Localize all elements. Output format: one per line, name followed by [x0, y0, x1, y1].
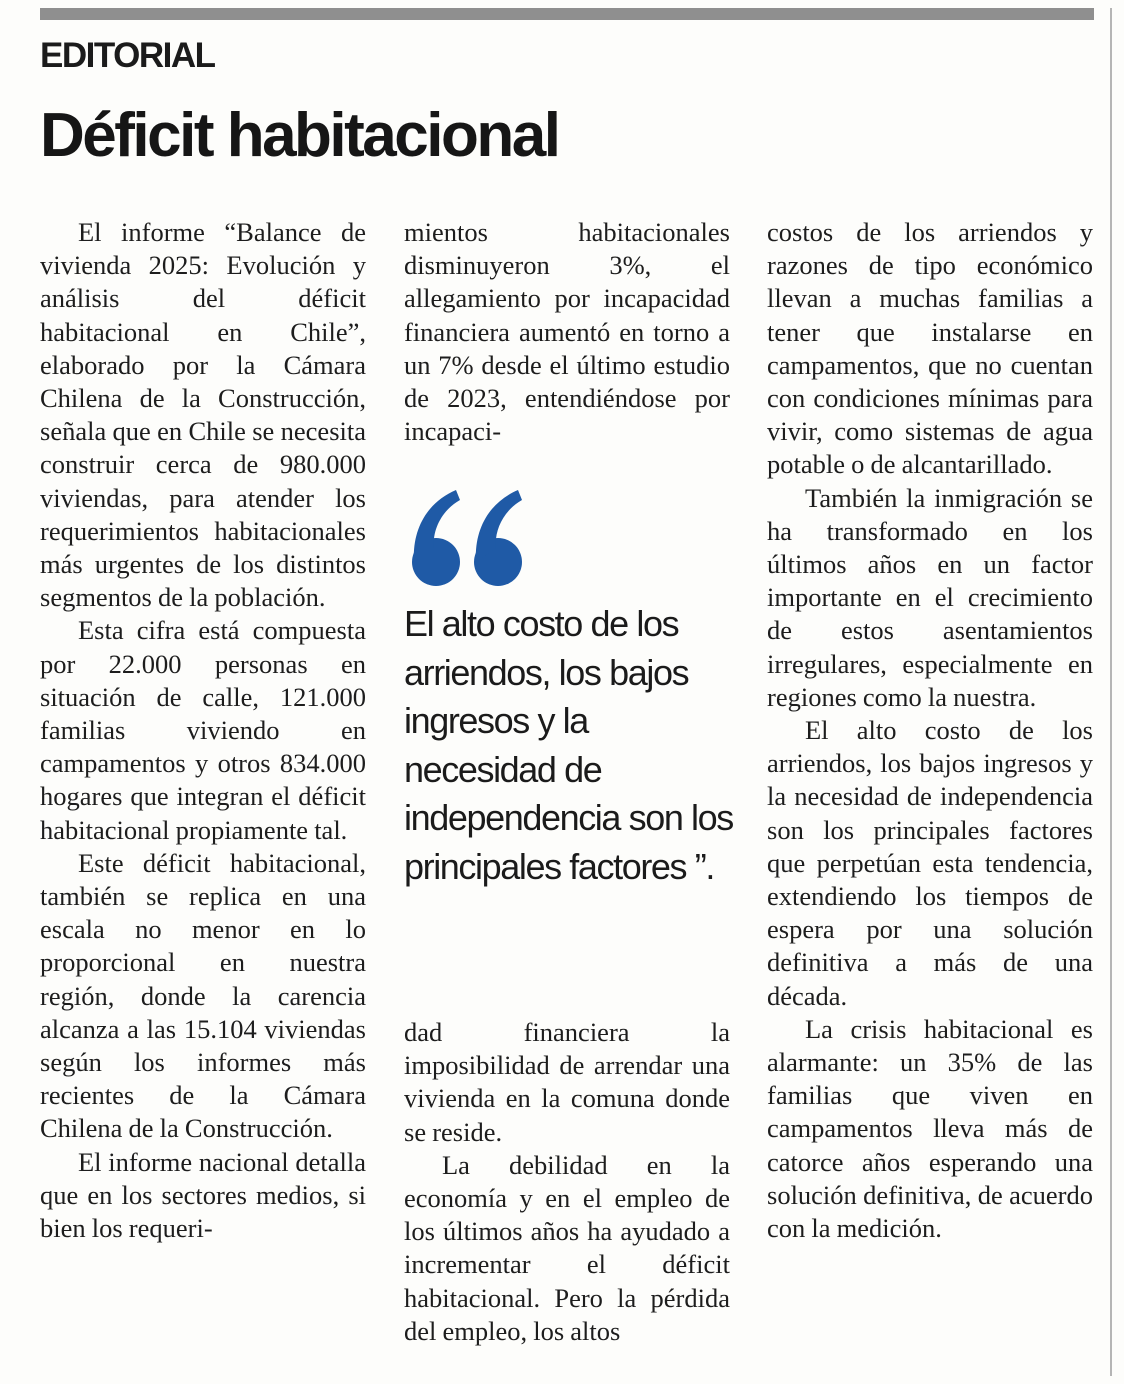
paragraph: La debilidad en la economía y en el empleo de los últimos años ha ayudado a incrementar el déficit habitacional. Pero la pérdida del empleo, los altos [404, 1149, 730, 1346]
headline: Déficit habitacional [40, 101, 559, 170]
paragraph: Este déficit habitacional, también se replica en una escala no menor en lo proporcional en nuestra región, donde la carencia alcanza a las 15.104 viviendas según los informes más recientes de la Cámara Chilena de la Construcción. [40, 847, 366, 1144]
right-column-rule [1110, 8, 1112, 1376]
paragraph: dad financiera la imposibilidad de arrendar una vivienda en la comuna donde se reside. [404, 1017, 730, 1147]
article-column-2-bottom [404, 1016, 730, 1348]
paragraph: mientos habitacionales disminuyeron 3%, el allegamiento por incapacidad financiera aumentó en torno a un 7% desde el último estudio de 2023, entendiéndose por incapaci- [404, 217, 730, 447]
paragraph: costos de los arriendos y razones de tipo económico llevan a muchas familias a tener que instalarse en campamentos, que no cuentan con condiciones mínimas para vivir, como sistemas de agua potable o de alcantarillado. [767, 217, 1093, 480]
paragraph: El informe nacional detalla que en los sectores medios, si bien los requeri- [40, 1146, 366, 1244]
paragraph: La crisis habitacional es alarmante: un 35% de las familias que viven en campamentos lleva más de catorce años esperando una solución definitiva, de acuerdo con la medición. [767, 1013, 1093, 1244]
quote-mark-icon [404, 478, 534, 598]
paragraph: El alto costo de los arriendos, los bajos ingresos y la necesidad de independencia son los principales factores que perpetúan esta tendencia, extendiendo los tiempos de espera por una solución definitiva a más de una década. [767, 715, 1093, 1011]
section-label: EDITORIAL [40, 36, 215, 75]
article-column-1 [40, 216, 366, 1245]
paragraph: Esta cifra está compuesta por 22.000 personas en situación de calle, 121.000 familias viviendo en campamentos y otros 834.000 hogares que integran el déficit habitacional propiamente tal. [40, 615, 366, 845]
paragraph: El informe “Balance de vivienda 2025: Evolución y análisis del déficit habitacional en Chile”, elaborado por la Cámara Chilena de la Construcción, señala que en Chile se necesita construir cerca de 980.000 viviendas, para atender los requerimientos habitacionales más urgentes de los distintos segmentos de la población. [40, 217, 366, 613]
paragraph: También la inmigración se ha transformado en los últimos años en un factor importante en el crecimiento de estos asentamientos irregulares, especialmente en regiones como la nuestra. [767, 482, 1093, 712]
top-rule [40, 8, 1094, 20]
article-column-2-top [404, 216, 730, 448]
article-column-3 [767, 216, 1093, 1245]
pull-quote: El alto costo de los arriendos, los bajos ingresos y la necesidad de independencia son los principales factores ”. [404, 603, 733, 887]
